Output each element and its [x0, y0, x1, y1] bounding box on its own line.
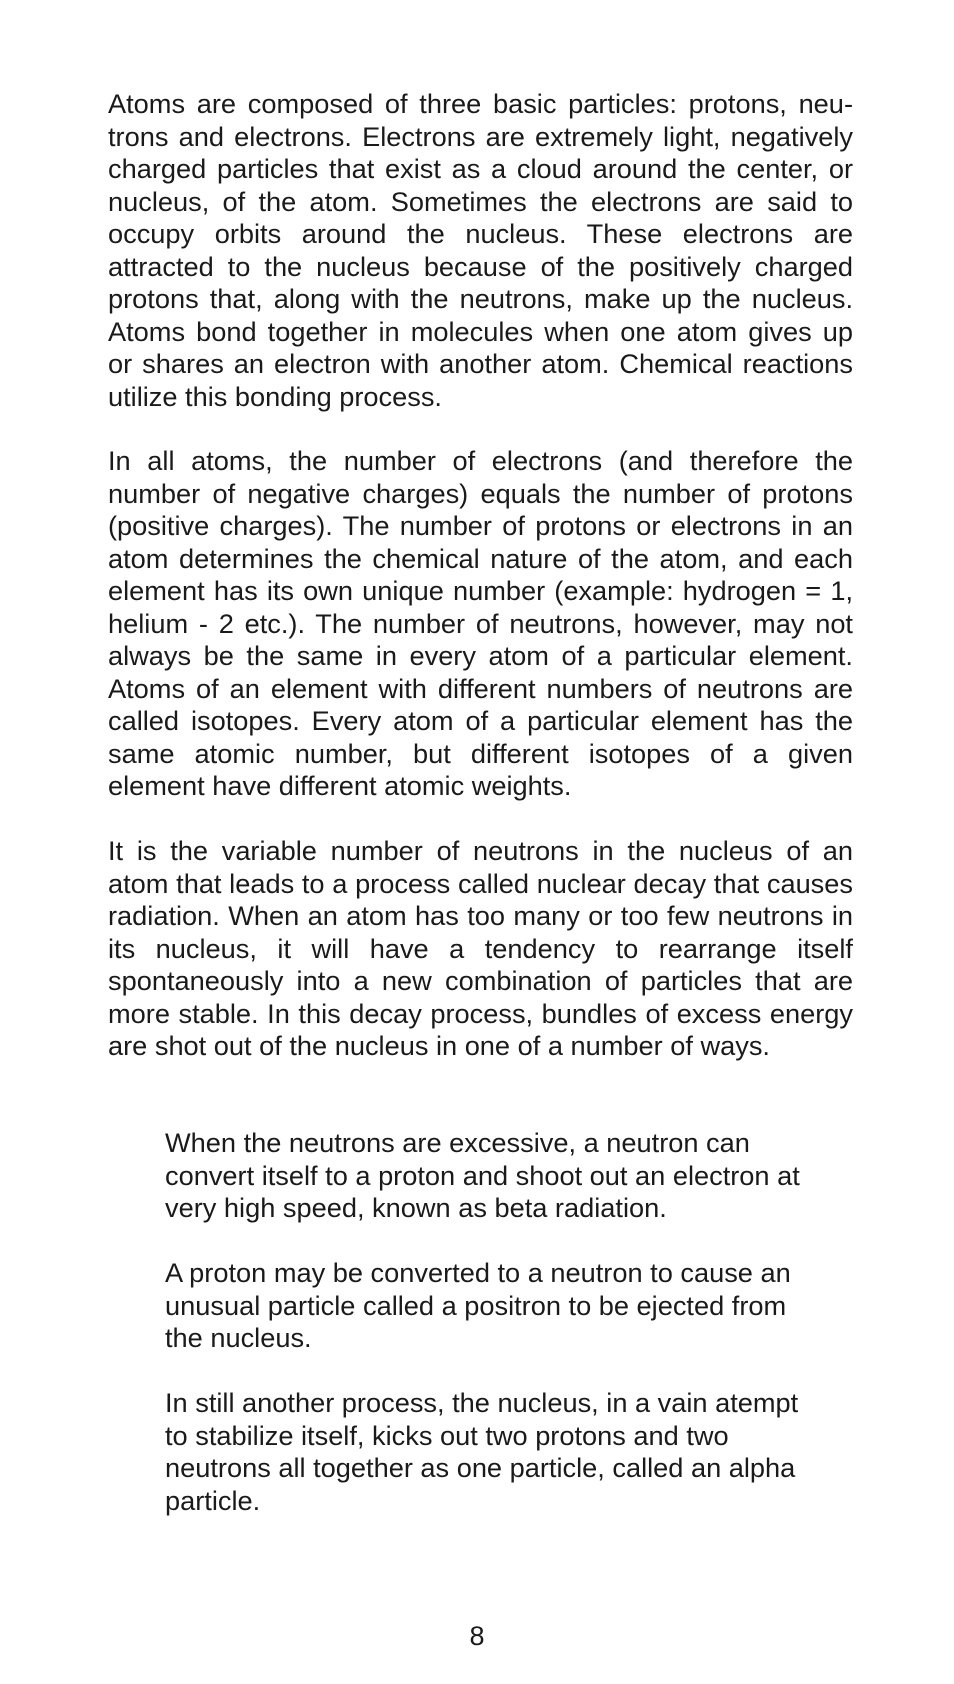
page-number: 8 — [469, 1621, 485, 1651]
indented-paragraph-positron: A proton may be converted to a neutron to cause an unusual particle called a positron to be ejected from the nucleus. — [165, 1257, 791, 1353]
paragraph-atoms-composition: Atoms are composed of three basic particles: protons, neutrons and electrons. Electrons are extremely light, negatively charged particles that exist as a cloud around the center, or nucleus, of the atom. Sometimes the electrons are said to occupy orbits around the nucleus. These electrons are attracted to the nucleus because of the positively charged protons that, along with the neutrons, make up the nucleus. Atoms bond together in molecules when one atom gives up or shares an electron with another atom. Chemical reactions utilize this bonding process. — [108, 88, 853, 412]
indented-paragraph-alpha-particle: In still another process, the nucleus, in a vain atempt to stabilize itself, kicks out two protons and two neutrons all together as one particle, called an alpha particle. — [165, 1387, 799, 1516]
paragraph-nuclear-decay: It is the variable number of neutrons in the nucleus of an atom that leads to a process called nuclear decay that causes radiation. When an atom has too many or too few neutrons in its nucleus, it will have a tendency to rearrange itself spontaneously into a new combination of particles that are more stable. In this decay process, bundles of excess energy are shot out of the nucleus in one of a number of ways. — [108, 835, 853, 1061]
paragraph-isotopes: In all atoms, the number of electrons (and therefore the number of negative charges) equals the number of protons (positive charges). The number of protons or electrons in an atom determines the chemical nature of the atom, and each element has its own unique number (example: hydrogen = 1, helium - 2 etc.). The number of neutrons, however, may not always be the same in every atom of a particular element. Atoms of an element with different numbers of neutrons are called isotopes. Every atom of a particular element has the same atomic number, but different isotopes of a given element have different atomic weights. — [108, 445, 853, 801]
indented-paragraph-beta-radiation: When the neutrons are excessive, a neutron can convert itself to a proton and shoot out an electron at very high speed, known as beta radiation. — [165, 1127, 800, 1223]
